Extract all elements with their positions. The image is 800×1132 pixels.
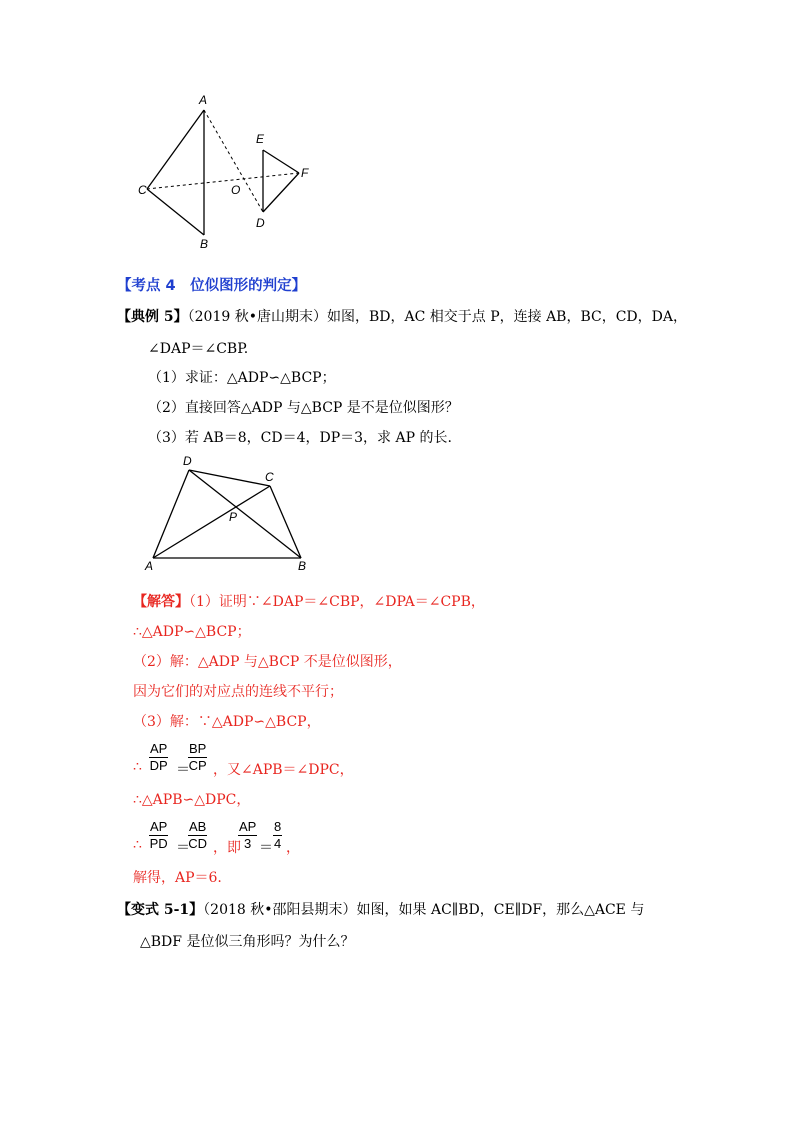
solution-line1 xyxy=(133,591,485,611)
solution-s7: 解得，AP＝6. xyxy=(133,870,222,886)
label-c: C xyxy=(138,183,147,197)
frac2-suffix: ， xyxy=(286,840,300,856)
diagonal-db xyxy=(189,470,301,558)
diagonal-ac xyxy=(153,486,270,558)
solution-s2: ∴△ADP∽△BCP； xyxy=(133,624,251,640)
equals-3: ＝ xyxy=(259,840,273,856)
question-1: （1）求证：△ADP∽△BCP； xyxy=(148,370,336,386)
fraction-ab-cd xyxy=(188,819,207,852)
label-c2: C xyxy=(265,470,274,484)
label-b2: B xyxy=(298,559,307,573)
label-b: B xyxy=(200,237,209,251)
numerator: AP xyxy=(150,819,168,834)
label-d2: D xyxy=(183,454,192,468)
fraction-bp-cp xyxy=(188,741,207,774)
solution-s6: ∴△APB∽△DPC， xyxy=(133,792,251,808)
equals-1: ＝ xyxy=(176,762,190,778)
example-text1: （2019 秋•唐山期末）如图，BD，AC 相交于点 P，连接 AB，BC，CD，DA， xyxy=(187,309,687,325)
question-3: （3）若 AB＝8，CD＝4，DP＝3，求 AP 的长. xyxy=(148,430,452,446)
label-a2: A xyxy=(145,559,154,573)
solution-s1: （1）证明∵∠DAP＝∠CBP，∠DPA＝∠CPB， xyxy=(189,594,485,610)
frac2-mid: ，即 xyxy=(213,840,241,856)
example-line2: ∠DAP＝∠CBP. xyxy=(148,341,249,357)
solution-s5: （3）解：∵△ADP∽△BCP， xyxy=(133,714,321,730)
denominator: 4 xyxy=(274,836,282,851)
question-2: （2）直接回答△ADP 与△BCP 是不是位似图形？ xyxy=(148,400,459,416)
denominator: CD xyxy=(188,836,208,851)
label-p2: P xyxy=(229,510,238,524)
denominator: DP xyxy=(149,758,168,773)
label-d: D xyxy=(256,216,265,230)
label-e: E xyxy=(256,132,265,146)
section-heading: 【考点 4 位似图形的判定】 xyxy=(117,278,307,294)
segment-dc xyxy=(189,470,270,486)
segment-da xyxy=(153,470,189,558)
equals-2: ＝ xyxy=(176,840,190,856)
variant-text1: （2018 秋•邵阳县期末）如图，如果 AC∥BD，CE∥DF，那么△ACE 与 xyxy=(203,902,645,918)
variant-tag: 【变式 5-1】 xyxy=(117,902,204,918)
segment-cb xyxy=(270,486,301,558)
variant-line1 xyxy=(117,899,644,919)
label-o: O xyxy=(231,183,241,197)
fraction-ap-dp xyxy=(149,741,168,774)
numerator: 8 xyxy=(274,819,282,834)
solution-s4: 因为它们的对应点的连线不平行； xyxy=(133,684,343,700)
example-tag: 【典例 5】 xyxy=(117,309,188,325)
label-f: F xyxy=(301,166,309,180)
numerator: AP xyxy=(150,741,168,756)
fraction-8-4 xyxy=(273,819,282,852)
solution-tag: 【解答】 xyxy=(133,594,189,610)
denominator: CP xyxy=(188,758,207,773)
solution-s3: （2）解：△ADP 与△BCP 不是位似图形， xyxy=(133,654,402,670)
numerator: BP xyxy=(189,741,207,756)
numerator: AP xyxy=(239,819,257,834)
fraction-ap-3 xyxy=(238,819,257,852)
variant-line2: △BDF 是位似三角形吗？为什么？ xyxy=(140,934,355,950)
numerator: AB xyxy=(189,819,207,834)
therefore-2: ∴ xyxy=(133,837,142,853)
label-a: A xyxy=(199,93,208,107)
fraction-ap-pd xyxy=(149,819,168,852)
frac1-suffix: ，又∠APB＝∠DPC， xyxy=(213,762,354,778)
denominator: PD xyxy=(149,836,168,851)
therefore-1: ∴ xyxy=(133,759,142,775)
denominator: 3 xyxy=(244,836,252,851)
